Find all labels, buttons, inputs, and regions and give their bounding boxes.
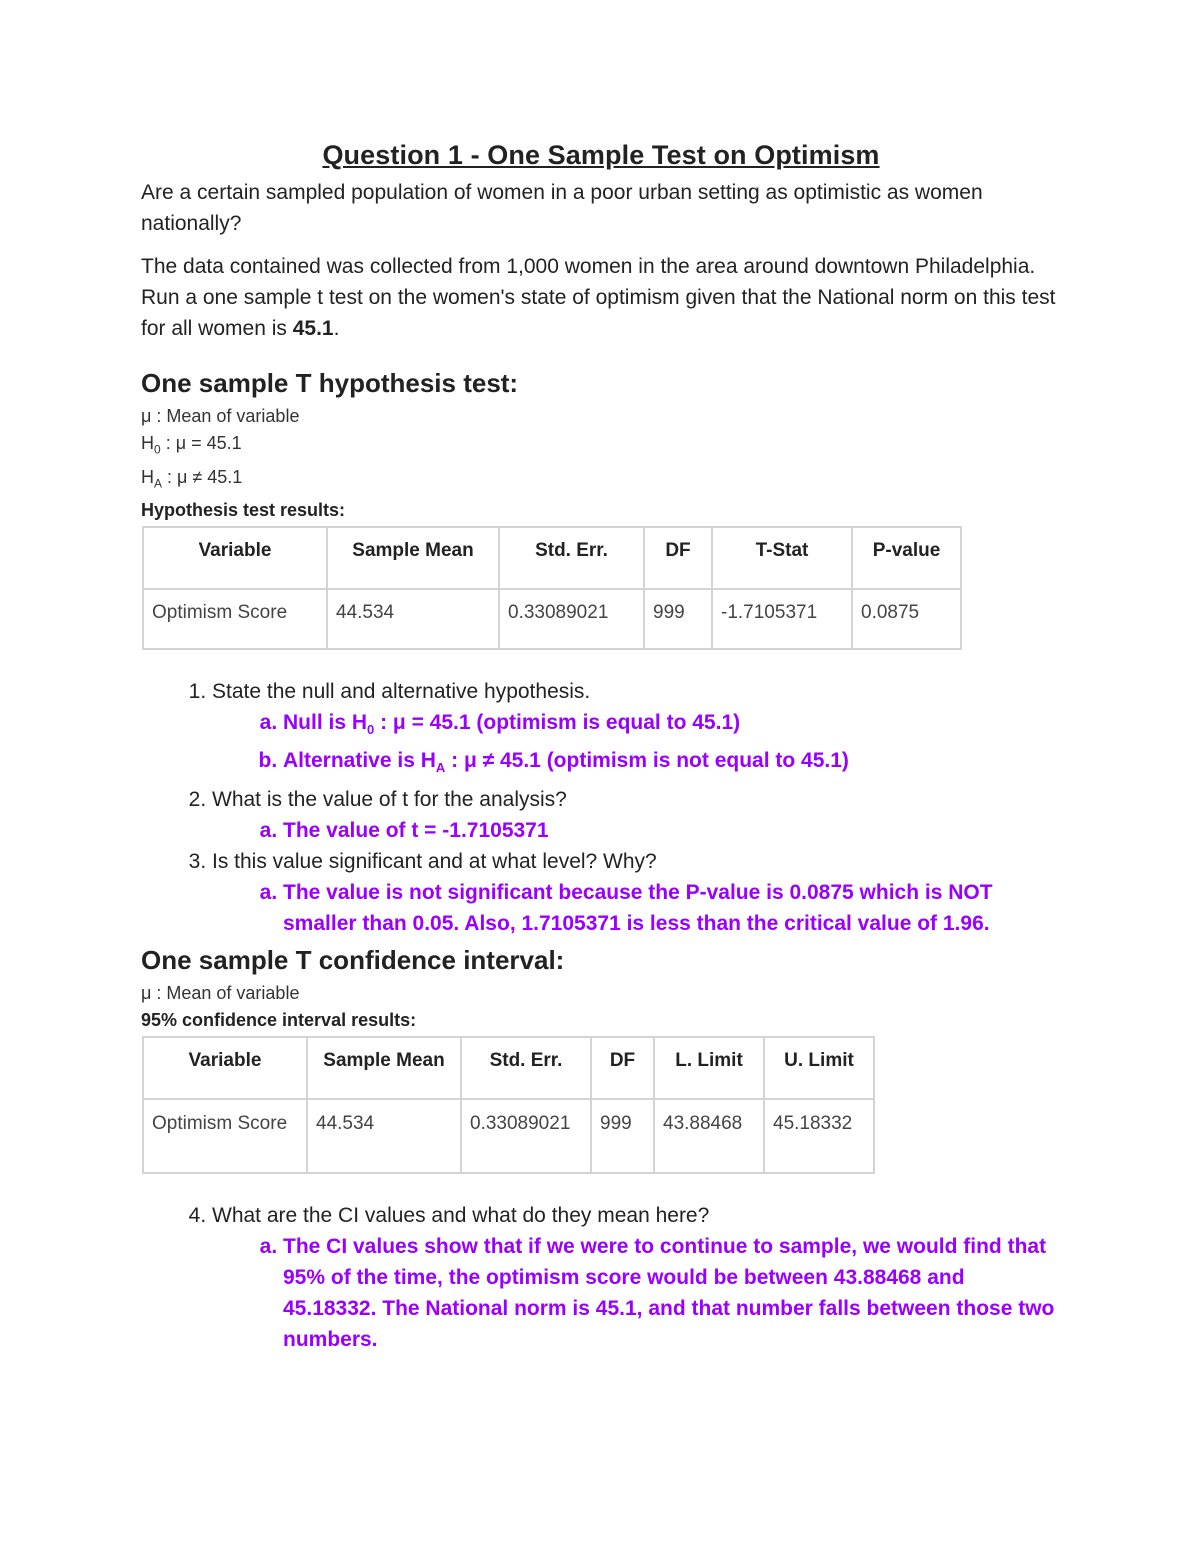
- table-header-cell: L. Limit: [654, 1037, 764, 1099]
- hypothesis-results-label: Hypothesis test results:: [141, 500, 346, 521]
- table-row: [143, 589, 961, 649]
- question-item: [212, 846, 1061, 939]
- table-cell: 0.33089021: [499, 589, 644, 649]
- hypothesis-heading: One sample T hypothesis test:: [141, 368, 519, 398]
- answer-list: [212, 707, 1061, 783]
- table-cell: Optimism Score: [143, 1099, 307, 1173]
- document-page: [141, 140, 1061, 1355]
- ci-heading: One sample T confidence interval:: [141, 944, 565, 975]
- question-item: [212, 784, 1061, 846]
- table-cell: 44.534: [307, 1099, 461, 1173]
- answer-item: a. Null is $H_0$ : μ = 45.1 (optimism is equal to 45.1): [283, 707, 1061, 745]
- question-list-continued: [141, 1200, 1061, 1355]
- table-cell: 44.534: [327, 589, 499, 649]
- table-header-cell: Std. Err.: [461, 1037, 591, 1099]
- table-header-cell: DF: [644, 527, 712, 589]
- table-header-cell: Std. Err.: [499, 527, 644, 589]
- table-cell: 999: [644, 589, 712, 649]
- answer-list: [212, 1231, 1061, 1355]
- table-header-row: [143, 527, 961, 589]
- table-header-cell: Variable: [143, 1037, 307, 1099]
- intro-data-text: The data contained was collected from 1,000 women in the area around downtown Philadelphia. Run a one sample t test on the women's state of optimism given that the National norm on this test for all women is: [141, 255, 1056, 340]
- hypothesis-results-table: [142, 526, 962, 650]
- table-cell: -1.7105371: [712, 589, 852, 649]
- ci-results-table: [142, 1036, 875, 1174]
- table-cell: 0.0875: [852, 589, 961, 649]
- table-header-cell: P-value: [852, 527, 961, 589]
- question-text: Is this value significant and at what level? Why?: [212, 849, 657, 873]
- answer-list: [212, 815, 1061, 846]
- table-cell: 0.33089021: [461, 1099, 591, 1173]
- table-cell: 45.18332: [764, 1099, 874, 1173]
- page-title: Question 1 - One Sample Test on Optimism: [322, 140, 880, 170]
- table-header-cell: T-Stat: [712, 527, 852, 589]
- answer-item: b. Alternative is $H_A$ : μ ≠ 45.1 (optimism is not equal to 45.1): [283, 745, 1061, 783]
- null-hypothesis-line: $H_0$ : μ = 45.1: [141, 433, 242, 457]
- ci-mu-definition: μ : Mean of variable: [141, 982, 300, 1003]
- mu-definition: μ : Mean of variable: [141, 406, 300, 426]
- question-text: What are the CI values and what do they mean here?: [212, 1203, 710, 1227]
- answer-item: a. The value of t = -1.7105371: [283, 815, 1061, 846]
- answer-item: a. The value is not significant because the P-value is 0.0875 which is NOT smaller than 0.05. Also, 1.7105371 is less than the critical value of 1.96.: [283, 877, 1061, 939]
- ci-results-label: 95% confidence interval results:: [141, 1009, 417, 1030]
- table-cell: 43.88468: [654, 1099, 764, 1173]
- table-header-cell: Variable: [143, 527, 327, 589]
- answer-list: [212, 877, 1061, 939]
- intro-norm-value: 45.1: [292, 317, 334, 340]
- question-item: [212, 1200, 1061, 1355]
- question-text: State the null and alternative hypothesis.: [212, 680, 591, 704]
- table-cell: 999: [591, 1099, 654, 1173]
- table-cell: Optimism Score: [143, 589, 327, 649]
- answer-item: a. The CI values show that if we were to continue to sample, we would find that 95% of the time, the optimism score would be between 43.88468 and 45.18332. The National norm is 45.1, and that number falls between those two numbers.: [283, 1231, 1061, 1355]
- intro-end: .: [333, 317, 340, 340]
- intro-question: Are a certain sampled population of women in a poor urban setting as optimistic as women nationally?: [141, 181, 983, 235]
- question-item: [212, 676, 1061, 783]
- intro-data-paragraph: [141, 251, 1061, 344]
- alt-hypothesis-line: $H_A$ : μ ≠ 45.1: [141, 466, 243, 491]
- table-header-cell: U. Limit: [764, 1037, 874, 1099]
- table-header-cell: Sample Mean: [307, 1037, 461, 1099]
- table-header-row: [143, 1037, 874, 1099]
- table-row: [143, 1099, 874, 1173]
- table-header-cell: DF: [591, 1037, 654, 1099]
- question-text: What is the value of t for the analysis?: [212, 787, 567, 811]
- table-header-cell: Sample Mean: [327, 527, 499, 589]
- question-list: [141, 676, 1061, 938]
